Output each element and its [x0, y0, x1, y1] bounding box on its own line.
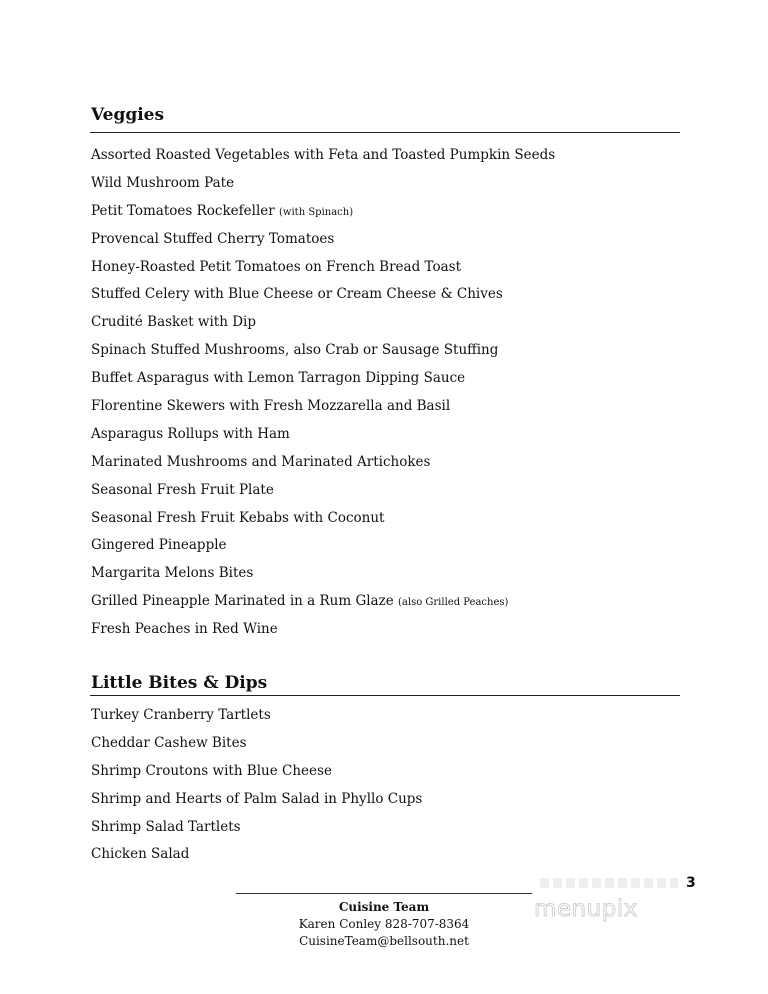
menu-item [91, 593, 555, 621]
menu-item [91, 621, 555, 649]
section-title-little-bites: Little Bites & Dips [91, 673, 268, 693]
menu-item-name: Spinach Stuffed Mushrooms, also Crab or Sausage Stuffing [91, 342, 499, 359]
menu-item-name: Florentine Skewers with Fresh Mozzarella and Basil [91, 398, 451, 415]
menu-item [91, 791, 422, 819]
menu-item-name: Wild Mushroom Pate [91, 174, 235, 191]
menu-item [91, 735, 422, 763]
footer-email: CuisineTeam@bellsouth.net [299, 934, 469, 948]
menu-item-name: Chicken Salad [91, 846, 190, 863]
menu-item [91, 482, 555, 510]
footer [234, 899, 534, 950]
menu-item [91, 231, 555, 259]
menu-item-name: Assorted Roasted Vegetables with Feta and Toasted Pumpkin Seeds [91, 147, 556, 163]
menu-item [91, 537, 555, 565]
footer-divider [236, 893, 532, 894]
menu-item [91, 203, 555, 231]
menu-item-name: Margarita Melons Bites [91, 565, 254, 582]
menu-item [91, 314, 555, 342]
menu-item-name: Seasonal Fresh Fruit Kebabs with Coconut [91, 509, 385, 526]
menu-item-name: Stuffed Celery with Blue Cheese or Cream Cheese & Chives [91, 286, 503, 303]
menu-item [91, 510, 555, 538]
menu-item-name: Honey-Roasted Petit Tomatoes on French Bread Toast [91, 258, 462, 275]
menu-item-name: Petit Tomatoes Rockefeller [91, 202, 275, 219]
section-title-veggies: Veggies [91, 105, 165, 125]
menu-item-name: Shrimp Salad Tartlets [91, 818, 241, 835]
watermark-pattern [540, 878, 678, 888]
menu-item-name: Cheddar Cashew Bites [91, 734, 247, 751]
menu-item-name: Grilled Pineapple Marinated in a Rum Glaze [91, 593, 394, 610]
section-divider [90, 132, 680, 133]
menu-item [91, 426, 555, 454]
menu-item [91, 175, 555, 203]
menu-item [91, 454, 555, 482]
menu-item [91, 370, 555, 398]
veggies-list [91, 147, 555, 649]
menu-item [91, 819, 422, 847]
menu-item-name: Gingered Pineapple [91, 537, 227, 554]
menu-item-name: Shrimp Croutons with Blue Cheese [91, 762, 332, 779]
menu-item-name: Shrimp and Hearts of Palm Salad in Phyllo Cups [91, 790, 423, 807]
menu-item [91, 565, 555, 593]
menu-item-name: Crudité Basket with Dip [91, 314, 256, 331]
menu-item [91, 286, 555, 314]
menu-item [91, 147, 555, 175]
footer-contact: Karen Conley 828-707-8364 [298, 917, 470, 931]
menu-item-name: Buffet Asparagus with Lemon Tarragon Dipping Sauce [91, 370, 466, 387]
menu-item-note: (with Spinach) [279, 206, 354, 218]
menu-item [91, 342, 555, 370]
page-number: 3 [686, 875, 696, 891]
little-bites-list [91, 707, 422, 874]
menu-item-name: Turkey Cranberry Tartlets [91, 707, 271, 723]
watermark-logo: menupix [534, 896, 638, 922]
section-divider [90, 695, 680, 696]
menu-item-name: Fresh Peaches in Red Wine [91, 621, 278, 638]
menu-item [91, 398, 555, 426]
menu-item [91, 259, 555, 287]
menu-item [91, 707, 422, 735]
footer-team-name: Cuisine Team [338, 900, 430, 914]
menu-item-name: Asparagus Rollups with Ham [91, 425, 290, 442]
menu-item-name: Marinated Mushrooms and Marinated Artichokes [91, 453, 431, 470]
menu-item-note: (also Grilled Peaches) [398, 597, 509, 609]
menu-item-name: Provencal Stuffed Cherry Tomatoes [91, 230, 335, 247]
menu-item [91, 846, 422, 874]
menu-item [91, 763, 422, 791]
menu-item-name: Seasonal Fresh Fruit Plate [91, 481, 274, 498]
